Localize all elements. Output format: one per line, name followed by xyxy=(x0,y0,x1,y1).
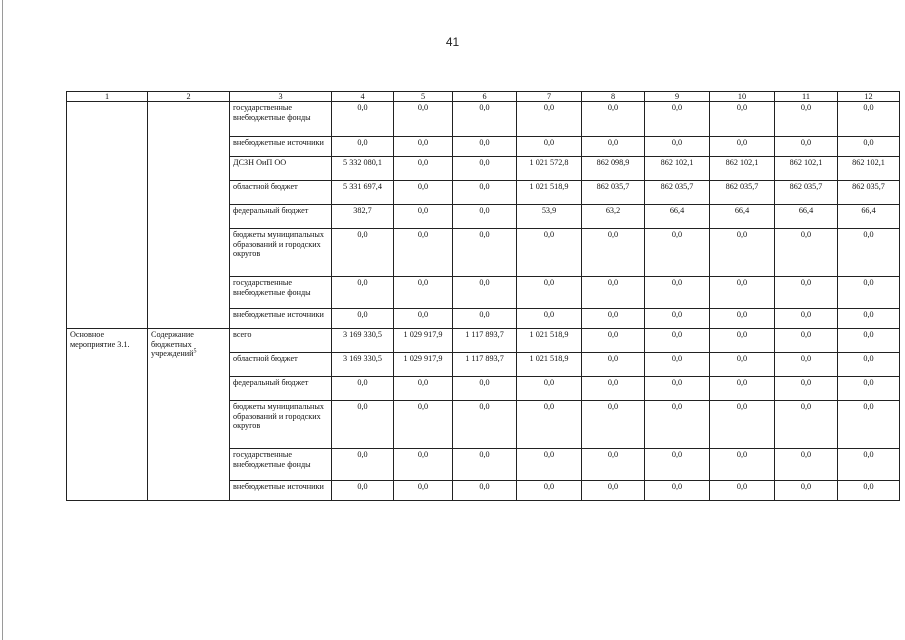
value-cell: 0,0 xyxy=(645,229,710,277)
value-cell: 0,0 xyxy=(775,481,838,501)
value-cell: 0,0 xyxy=(645,309,710,329)
value-cell: 0,0 xyxy=(710,329,775,353)
value-cell: 0,0 xyxy=(838,309,900,329)
value-cell: 0,0 xyxy=(775,229,838,277)
value-cell: 862 035,7 xyxy=(838,181,900,205)
value-cell: 0,0 xyxy=(453,102,517,137)
value-cell: 0,0 xyxy=(582,102,645,137)
value-cell: 0,0 xyxy=(582,401,645,449)
funding-source-cell: государственные внебюджетные фонды xyxy=(230,449,332,481)
funding-source-cell: государственные внебюджетные фонды xyxy=(230,277,332,309)
value-cell: 0,0 xyxy=(332,377,394,401)
value-cell: 0,0 xyxy=(775,449,838,481)
value-cell: 0,0 xyxy=(332,449,394,481)
value-cell: 0,0 xyxy=(453,181,517,205)
description-text: Содержание бюджетных учреждений xyxy=(151,330,194,359)
value-cell: 66,4 xyxy=(645,205,710,229)
value-cell: 0,0 xyxy=(838,377,900,401)
value-cell: 0,0 xyxy=(582,377,645,401)
value-cell: 66,4 xyxy=(775,205,838,229)
measure-cell xyxy=(67,102,148,329)
value-cell: 0,0 xyxy=(517,277,582,309)
value-cell: 53,9 xyxy=(517,205,582,229)
value-cell: 0,0 xyxy=(710,401,775,449)
value-cell: 862 035,7 xyxy=(710,181,775,205)
value-cell: 0,0 xyxy=(394,157,453,181)
column-header: 7 xyxy=(517,92,582,102)
value-cell: 0,0 xyxy=(394,181,453,205)
value-cell: 0,0 xyxy=(453,229,517,277)
value-cell: 0,0 xyxy=(775,137,838,157)
column-header: 10 xyxy=(710,92,775,102)
value-cell: 0,0 xyxy=(394,449,453,481)
measure-cell: Основное мероприятие 3.1. xyxy=(67,329,148,501)
column-header: 4 xyxy=(332,92,394,102)
column-header: 12 xyxy=(838,92,900,102)
value-cell: 0,0 xyxy=(838,353,900,377)
value-cell: 382,7 xyxy=(332,205,394,229)
column-header: 3 xyxy=(230,92,332,102)
value-cell: 0,0 xyxy=(838,481,900,501)
funding-source-cell: всего xyxy=(230,329,332,353)
value-cell: 0,0 xyxy=(582,329,645,353)
funding-source-cell: внебюджетные источники xyxy=(230,309,332,329)
funding-source-cell: ДСЗН ОиП ОО xyxy=(230,157,332,181)
value-cell: 862 102,1 xyxy=(710,157,775,181)
value-cell: 0,0 xyxy=(332,401,394,449)
table-row xyxy=(67,329,900,353)
value-cell: 0,0 xyxy=(332,137,394,157)
value-cell: 5 332 080,1 xyxy=(332,157,394,181)
value-cell: 0,0 xyxy=(710,102,775,137)
value-cell: 862 035,7 xyxy=(645,181,710,205)
value-cell: 0,0 xyxy=(332,481,394,501)
value-cell: 0,0 xyxy=(582,277,645,309)
value-cell: 0,0 xyxy=(775,377,838,401)
value-cell: 0,0 xyxy=(453,377,517,401)
funding-source-cell: бюджеты муниципальных образований и городских округов xyxy=(230,229,332,277)
value-cell: 1 021 518,9 xyxy=(517,329,582,353)
value-cell: 0,0 xyxy=(582,309,645,329)
value-cell: 0,0 xyxy=(645,401,710,449)
value-cell: 0,0 xyxy=(394,481,453,501)
value-cell: 0,0 xyxy=(775,353,838,377)
value-cell: 1 117 893,7 xyxy=(453,329,517,353)
value-cell: 1 029 917,9 xyxy=(394,353,453,377)
funding-source-cell: внебюджетные источники xyxy=(230,481,332,501)
value-cell: 0,0 xyxy=(453,309,517,329)
value-cell: 0,0 xyxy=(394,137,453,157)
value-cell: 0,0 xyxy=(394,309,453,329)
value-cell: 0,0 xyxy=(710,377,775,401)
value-cell: 0,0 xyxy=(517,377,582,401)
value-cell: 0,0 xyxy=(645,449,710,481)
column-header: 6 xyxy=(453,92,517,102)
value-cell: 0,0 xyxy=(838,277,900,309)
value-cell: 0,0 xyxy=(775,309,838,329)
funding-source-cell: бюджеты муниципальных образований и городских округов xyxy=(230,401,332,449)
value-cell: 0,0 xyxy=(332,102,394,137)
value-cell: 0,0 xyxy=(710,137,775,157)
value-cell: 0,0 xyxy=(838,329,900,353)
table-row xyxy=(67,102,900,137)
value-cell: 0,0 xyxy=(838,401,900,449)
value-cell: 862 098,9 xyxy=(582,157,645,181)
value-cell: 0,0 xyxy=(517,309,582,329)
column-header: 8 xyxy=(582,92,645,102)
value-cell: 862 035,7 xyxy=(582,181,645,205)
value-cell: 0,0 xyxy=(645,102,710,137)
value-cell: 0,0 xyxy=(838,102,900,137)
funding-source-cell: федеральный бюджет xyxy=(230,377,332,401)
value-cell: 0,0 xyxy=(775,329,838,353)
value-cell: 5 331 697,4 xyxy=(332,181,394,205)
value-cell: 0,0 xyxy=(453,277,517,309)
value-cell: 0,0 xyxy=(710,353,775,377)
value-cell: 0,0 xyxy=(645,353,710,377)
value-cell: 0,0 xyxy=(710,229,775,277)
value-cell: 0,0 xyxy=(453,481,517,501)
value-cell: 0,0 xyxy=(582,229,645,277)
page-number: 41 xyxy=(445,35,460,49)
value-cell: 0,0 xyxy=(710,449,775,481)
value-cell: 0,0 xyxy=(645,377,710,401)
value-cell: 0,0 xyxy=(775,277,838,309)
value-cell: 0,0 xyxy=(645,277,710,309)
footnote-marker: 5 xyxy=(193,348,197,355)
value-cell: 0,0 xyxy=(394,229,453,277)
value-cell: 1 021 572,8 xyxy=(517,157,582,181)
value-cell: 0,0 xyxy=(838,137,900,157)
funding-source-cell: федеральный бюджет xyxy=(230,205,332,229)
value-cell: 0,0 xyxy=(775,102,838,137)
value-cell: 0,0 xyxy=(332,277,394,309)
value-cell: 1 029 917,9 xyxy=(394,329,453,353)
value-cell: 0,0 xyxy=(775,401,838,449)
value-cell: 0,0 xyxy=(838,449,900,481)
value-cell: 3 169 330,5 xyxy=(332,329,394,353)
value-cell: 862 102,1 xyxy=(838,157,900,181)
value-cell: 0,0 xyxy=(517,102,582,137)
value-cell: 0,0 xyxy=(517,449,582,481)
value-cell: 0,0 xyxy=(453,157,517,181)
value-cell: 0,0 xyxy=(582,353,645,377)
value-cell: 0,0 xyxy=(645,481,710,501)
value-cell: 0,0 xyxy=(582,481,645,501)
value-cell: 0,0 xyxy=(645,137,710,157)
value-cell: 0,0 xyxy=(453,205,517,229)
value-cell: 0,0 xyxy=(517,481,582,501)
value-cell: 0,0 xyxy=(517,229,582,277)
value-cell: 0,0 xyxy=(332,229,394,277)
value-cell: 0,0 xyxy=(453,137,517,157)
value-cell: 0,0 xyxy=(517,401,582,449)
value-cell: 0,0 xyxy=(453,449,517,481)
funding-source-cell: государственные внебюджетные фонды xyxy=(230,102,332,137)
value-cell: 0,0 xyxy=(710,309,775,329)
table-header-row xyxy=(67,92,900,102)
column-header: 9 xyxy=(645,92,710,102)
value-cell: 0,0 xyxy=(394,401,453,449)
funding-source-cell: областной бюджет xyxy=(230,353,332,377)
value-cell: 0,0 xyxy=(332,309,394,329)
value-cell: 0,0 xyxy=(394,205,453,229)
value-cell: 1 021 518,9 xyxy=(517,353,582,377)
value-cell: 0,0 xyxy=(838,229,900,277)
column-header: 5 xyxy=(394,92,453,102)
value-cell: 0,0 xyxy=(582,137,645,157)
value-cell: 66,4 xyxy=(710,205,775,229)
value-cell: 63,2 xyxy=(582,205,645,229)
value-cell: 0,0 xyxy=(517,137,582,157)
value-cell: 862 102,1 xyxy=(645,157,710,181)
budget-table xyxy=(66,91,900,501)
funding-source-cell: внебюджетные источники xyxy=(230,137,332,157)
value-cell: 862 102,1 xyxy=(775,157,838,181)
value-cell: 862 035,7 xyxy=(775,181,838,205)
description-cell xyxy=(148,102,230,329)
value-cell: 3 169 330,5 xyxy=(332,353,394,377)
value-cell: 0,0 xyxy=(394,102,453,137)
description-cell xyxy=(148,329,230,501)
scan-edge-line xyxy=(2,0,3,640)
value-cell: 0,0 xyxy=(394,377,453,401)
value-cell: 1 021 518,9 xyxy=(517,181,582,205)
value-cell: 0,0 xyxy=(710,277,775,309)
value-cell: 0,0 xyxy=(453,401,517,449)
value-cell: 1 117 893,7 xyxy=(453,353,517,377)
value-cell: 0,0 xyxy=(582,449,645,481)
value-cell: 0,0 xyxy=(394,277,453,309)
value-cell: 0,0 xyxy=(645,329,710,353)
value-cell: 66,4 xyxy=(838,205,900,229)
column-header: 1 xyxy=(67,92,148,102)
funding-source-cell: областной бюджет xyxy=(230,181,332,205)
column-header: 2 xyxy=(148,92,230,102)
column-header: 11 xyxy=(775,92,838,102)
value-cell: 0,0 xyxy=(710,481,775,501)
